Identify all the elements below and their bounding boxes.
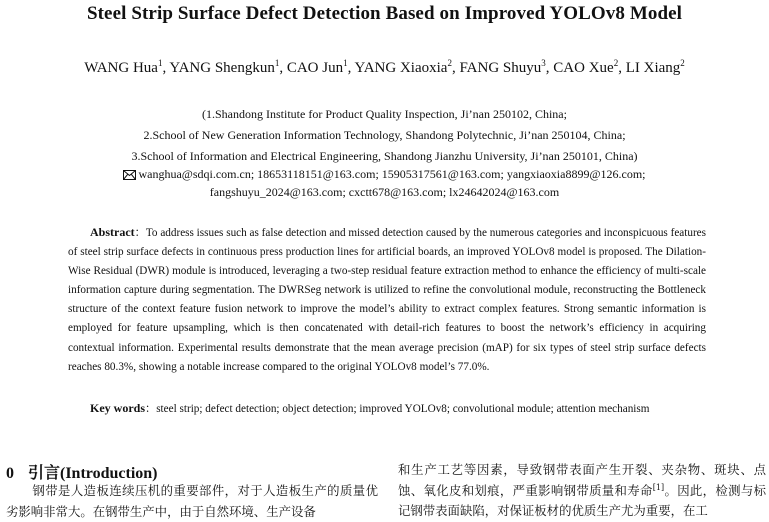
author-affiliation-mark: 2 [613, 58, 619, 68]
author-name: CAO Jun [286, 60, 344, 76]
author-affiliation-mark: 2 [447, 58, 452, 68]
author-affiliation-mark: 2 [680, 58, 685, 68]
abstract [68, 223, 706, 377]
author-affiliation-mark: 3 [541, 58, 546, 68]
section-title: 引言(Introduction) [28, 465, 158, 482]
author-affiliation-mark: 1 [157, 58, 163, 68]
author-name: YANG Xiaoxia [354, 60, 448, 76]
abstract-colon: ： [134, 227, 146, 239]
author-separator: , [279, 60, 287, 76]
abstract-text: To address issues such as false detection and missed detection caused by the numerous categories and inconspicuous features of steel strip surface defects in continuous press production lines for artificial boards, an improved YOLOv8 model is proposed. The Dilation-Wise Residual (DWR) module is introduced, leveraging a two-step residual feature extraction method to enhance the efficiency of multi-scale information capture during segmentation. The DWRSeg network is utilized to refine the convolutional module, reconstructing the Bottleneck structure of the context feature fusion network to improve the model’s ability to extract complex features. Strong semantic information is employed for feature upsampling, which is then concatenated with detail-rich features to boost the network’s efficiency in acquiring contextual information. Experimental results demonstrate that the mean average precision (mAP) for six types of steel strip surface defects reaches 80.3%, showing a notable increase compared to the original YOLOv8 model’s 77.0%. [68, 227, 706, 373]
envelope-icon [123, 170, 136, 180]
author-list [0, 60, 769, 77]
section-heading [6, 460, 158, 483]
author-separator: , [347, 60, 355, 76]
body-column-right [398, 460, 766, 522]
author-name: FANG Shuyu [459, 60, 542, 76]
citation-ref[interactable]: [1] [652, 482, 665, 492]
email-addresses-1: wanghua@sdqi.com.cn; 18653118151@163.com; 15905317561@163.com; yangxiaoxia8899@126.com; [138, 167, 646, 181]
author-affiliation-mark: 1 [343, 58, 348, 68]
keywords-colon: ： [145, 403, 157, 415]
keywords [68, 399, 706, 419]
author-separator: , [545, 60, 554, 76]
author-name: WANG Hua [84, 60, 158, 76]
body-paragraph-right-1: 和生产工艺等因素，导致钢带表面产生开裂、夹杂物、斑块、点蚀、氧化皮和划痕，严重影响钢带质量和寿命 [398, 462, 766, 498]
affiliation-2: 2.School of New Generation Information Technology, Shandong Polytechnic, Ji’nan 250104, China; [143, 128, 626, 142]
section-number: 0 [6, 465, 14, 482]
author-name: CAO Xue [553, 60, 614, 76]
author-separator: , [618, 60, 626, 76]
author-separator: , [162, 60, 170, 76]
abstract-label: Abstract [90, 225, 135, 239]
email-line-2: fangshuyu_2024@163.com; cxctt678@163.com; lx24642024@163.com [209, 185, 560, 199]
paper-title: Steel Strip Surface Defect Detection Based on Improved YOLOv8 Model [86, 3, 683, 24]
body-column-left [6, 481, 378, 522]
body-paragraph-left: 钢带是人造板连续压机的重要部件，对于人造板生产的质量优劣影响非常大。在钢带生产中，由于自然环境、生产设备 [6, 483, 378, 519]
keywords-text: steel strip; defect detection; object detection; improved YOLOv8; convolutional module; attention mechanism [156, 403, 650, 415]
author-separator: , [451, 60, 460, 76]
body-paragraph-right-2: 。因此，检测与标记钢带表面缺陷，对保证板材的优质生产尤为重要，在工 [398, 482, 767, 518]
author-name: LI Xiang [625, 60, 681, 76]
author-affiliation-mark: 1 [274, 58, 280, 68]
affiliation-1: (1.Shandong Institute for Product Quality Inspection, Ji’nan 250102, China; [202, 107, 567, 121]
author-name: YANG Shengkun [169, 60, 275, 76]
keywords-label: Key words [90, 401, 145, 415]
affiliation-3: 3.School of Information and Electrical Engineering, Shandong Jianzhu University, Ji’nan 250101, China) [131, 149, 638, 163]
